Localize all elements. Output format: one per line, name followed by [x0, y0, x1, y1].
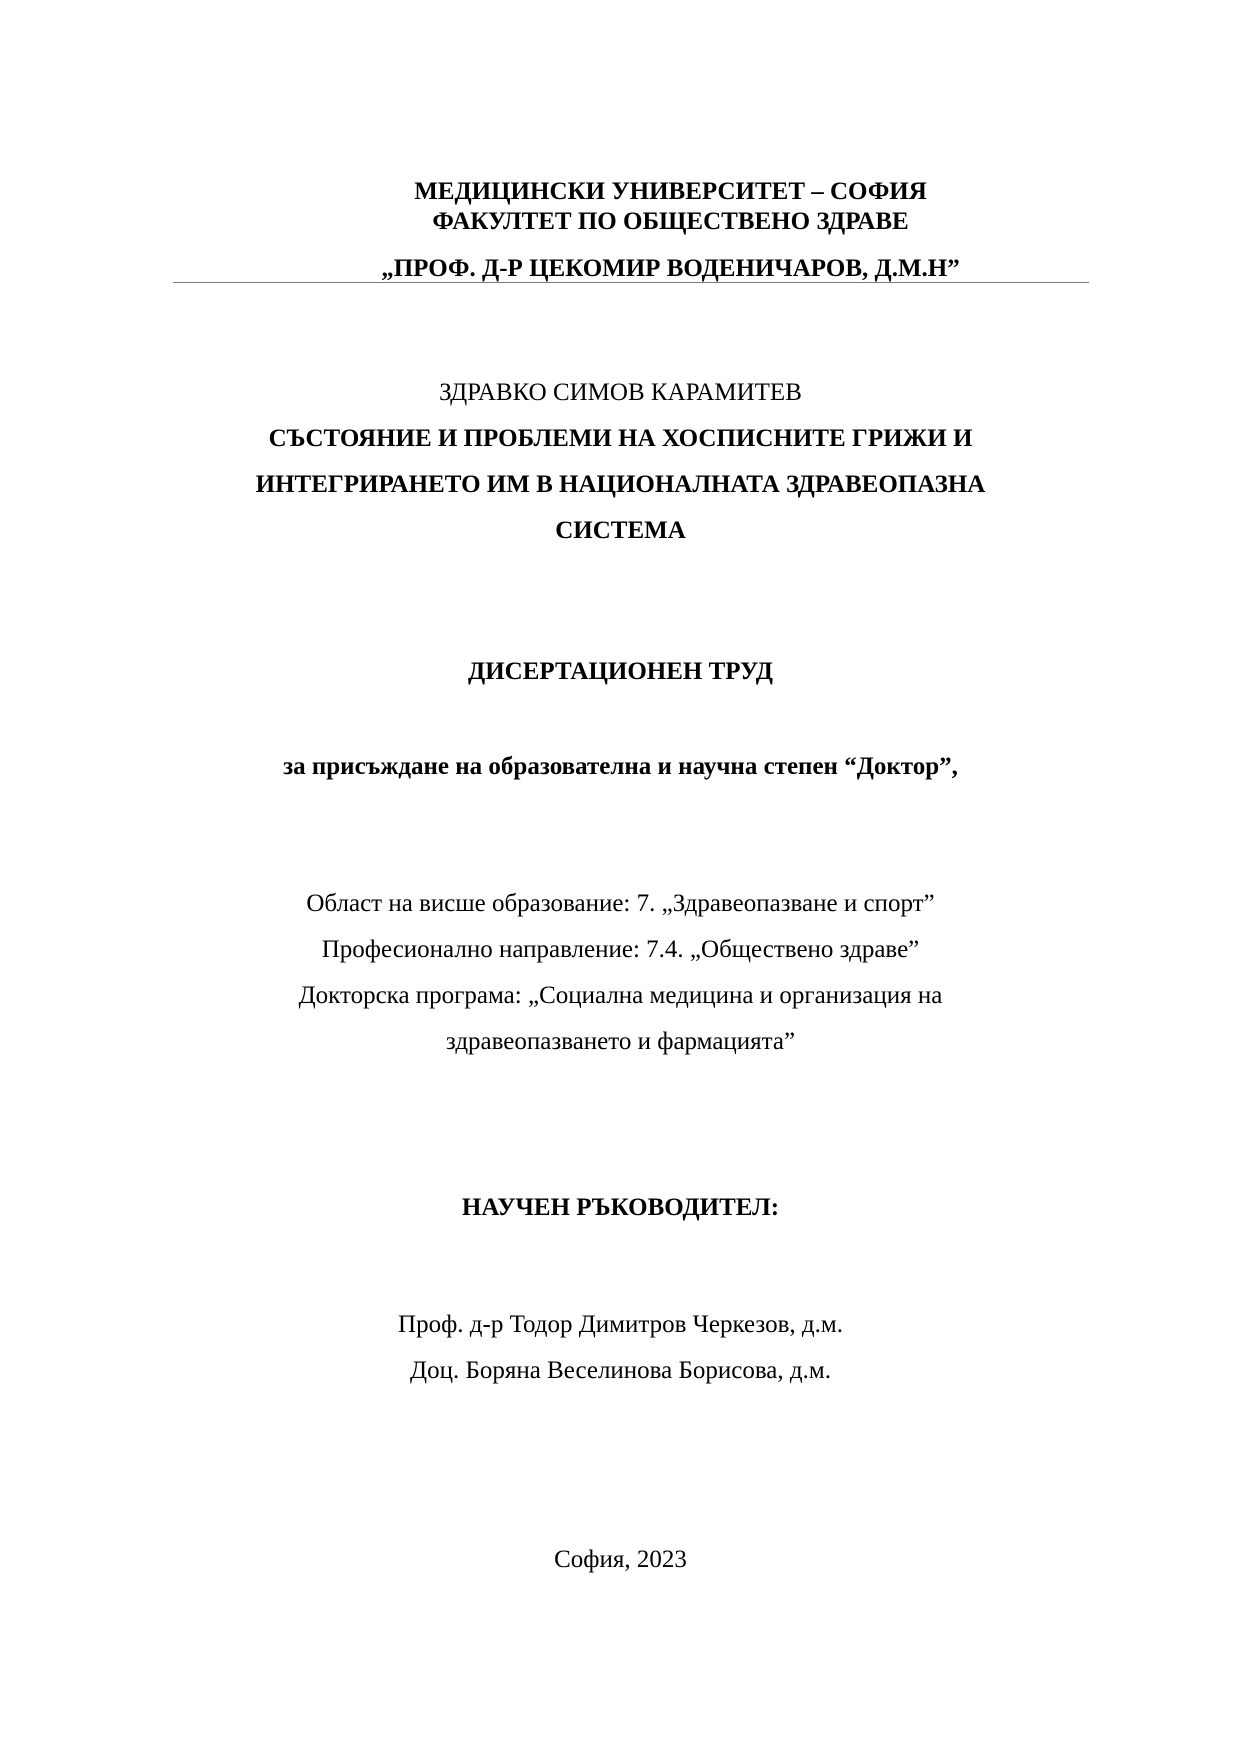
detail-program-line-2: здравеопазването и фармацията” — [445, 1028, 796, 1055]
header-university: МЕДИЦИНСКИ УНИВЕРСИТЕТ – СОФИЯ — [414, 178, 927, 205]
degree-purpose: за присъждане на образователна и научна степен “Доктор”, — [283, 753, 958, 780]
detail-field: Област на висше образование: 7. „Здравеопазване и спорт” — [306, 890, 935, 917]
thesis-title-line-3: СИСТЕМА — [555, 517, 686, 544]
detail-program-line-1: Докторска програма: „Социална медицина и организация на — [298, 982, 943, 1009]
supervisor-heading: НАУЧЕН РЪКОВОДИТЕЛ: — [461, 1194, 780, 1221]
supervisor-1: Проф. д-р Тодор Димитров Черкезов, д.м. — [398, 1311, 843, 1338]
place-year: София, 2023 — [554, 1546, 687, 1573]
detail-direction: Професионално направление: 7.4. „Обществено здраве” — [321, 936, 920, 963]
header-faculty: ФАКУЛТЕТ ПО ОБЩЕСТВЕНО ЗДРАВЕ — [432, 208, 909, 235]
supervisor-2: Доц. Боряна Веселинова Борисова, д.м. — [410, 1357, 831, 1384]
header-divider — [173, 282, 1089, 283]
author-name: ЗДРАВКО СИМОВ КАРАМИТЕВ — [439, 379, 802, 406]
header-faculty-name: „ПРОФ. Д-Р ЦЕКОМИР ВОДЕНИЧАРОВ, Д.М.Н” — [381, 255, 960, 282]
thesis-title-line-1: СЪСТОЯНИЕ И ПРОБЛЕМИ НА ХОСПИСНИТЕ ГРИЖИ И — [268, 425, 973, 452]
work-type: ДИСЕРТАЦИОНЕН ТРУД — [468, 658, 773, 685]
thesis-title-line-2: ИНТЕГРИРАНЕТО ИМ В НАЦИОНАЛНАТА ЗДРАВЕОПАЗНА — [255, 471, 986, 498]
